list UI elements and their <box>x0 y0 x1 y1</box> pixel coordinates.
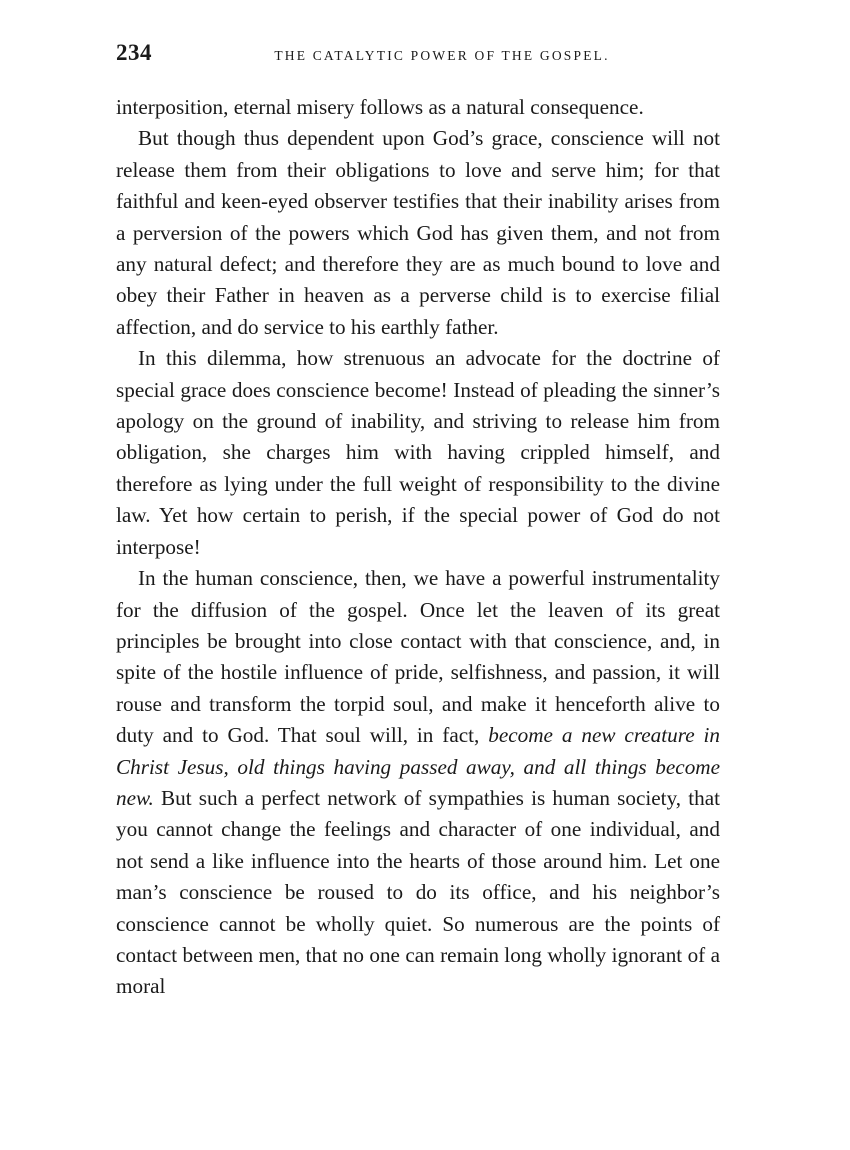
paragraph-conscience-obligation: But though thus dependent upon God’s grace, conscience will not release them from their obligations to love and serve him; for that faithful and keen-eyed observer testifies that their inability arises from a perversion of the powers which God has given them, and not from any natural defect; and therefore they are as much bound to love and obey their Father in heaven as a perverse child is to exercise filial affection, and do service to his earthly father. <box>116 126 720 339</box>
paragraph-dilemma: In this dilemma, how strenuous an advocate for the doctrine of special grace does conscience become! Instead of pleading the sinner’s apology on the ground of inability, and striving to release him from obligation, she charges him with having crippled himself, and therefore as lying under the full weight of responsibility to the divine law. Yet how certain to perish, if the special power of God do not interpose! <box>116 346 720 559</box>
paragraph-text-start: In the human conscience, then, we have a powerful instrumentality for the diffusion of the gospel. Once let the leaven of its great principles be brought into close contact with that conscience, and, in spite of the hostile influence of pride, selfishness, and passion, it will rouse and transform the torpid soul, and make it henceforth alive to duty and to God. That soul will, in fact, <box>116 566 720 748</box>
paragraph-continuation: interposition, eternal misery follows as a natural consequence. <box>116 95 644 119</box>
running-head <box>116 40 728 70</box>
scripture-quote: become a new creature in Christ Jesus, old things having passed away, and all things become new. <box>116 723 721 810</box>
paragraph-text-end: But such a perfect network of sympathies is human society, that you cannot change the feelings and character of one individual, and not send a like influence into the hearts of those around him. Let one man’s conscience be roused to do its office, and his neighbor’s conscience cannot be wholly quiet. So numerous are the points of contact between men, that no one can remain long wholly ignorant of a moral <box>116 785 720 999</box>
body-text <box>116 92 720 1003</box>
page-number: 234 <box>116 40 152 65</box>
paragraph-human-conscience <box>116 563 720 1003</box>
running-title: THE CATALYTIC POWER OF THE GOSPEL. <box>274 48 610 63</box>
